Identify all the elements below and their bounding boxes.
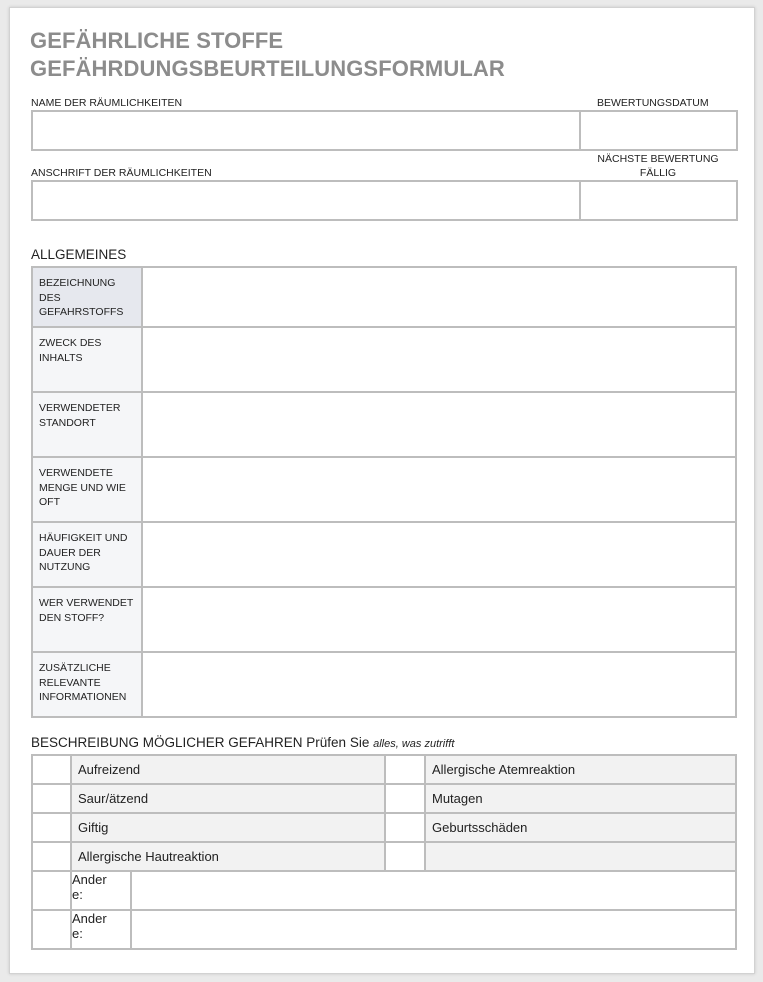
next-assessment-label: NÄCHSTE BEWERTUNG FÄLLIG: [597, 153, 719, 179]
row-label: BEZEICHNUNG DES GEFAHRSTOFFS: [32, 267, 142, 327]
row-value-field[interactable]: [142, 267, 736, 327]
table-row: [32, 327, 736, 392]
other-input[interactable]: [132, 911, 735, 948]
hazard-label: Allergische Atemreaktion: [425, 755, 736, 784]
hazard-checkbox[interactable]: [385, 755, 425, 784]
table-row: [32, 457, 736, 522]
hazard-checkbox[interactable]: [32, 784, 71, 813]
premises-address-label: ANSCHRIFT DER RÄUMLICHKEITEN: [31, 167, 212, 179]
hazard-checkbox[interactable]: [385, 784, 425, 813]
general-heading: ALLGEMEINES: [31, 247, 127, 262]
row-value-field[interactable]: [142, 327, 736, 392]
table-row: [32, 652, 736, 717]
hazard-checkbox[interactable]: [385, 813, 425, 842]
row-value-field[interactable]: [142, 457, 736, 522]
table-row: [32, 871, 736, 910]
other-label: Ander e:: [72, 911, 132, 948]
row-label: VERWENDETER STANDORT: [32, 392, 142, 457]
general-table: [31, 266, 737, 718]
form-title: GEFÄHRLICHE STOFFE GEFÄHRDUNGSBEURTEILUNGSFORMULAR: [30, 28, 505, 81]
hazard-label: Allergische Hautreaktion: [71, 842, 385, 871]
hazard-label: Geburtsschäden: [425, 813, 736, 842]
row-label: HÄUFIGKEIT UND DAUER DER NUTZUNG: [32, 522, 142, 587]
table-row: [32, 392, 736, 457]
table-row: [32, 813, 736, 842]
table-row: [32, 842, 736, 871]
hazard-checkbox[interactable]: [32, 813, 71, 842]
hazard-checkbox[interactable]: [385, 842, 425, 871]
row-label: ZUSÄTZLICHE RELEVANTE INFORMATIONEN: [32, 652, 142, 717]
hazard-checkbox[interactable]: [32, 842, 71, 871]
other-checkbox[interactable]: [32, 871, 71, 910]
row-value-field[interactable]: [142, 587, 736, 652]
hazards-table: [31, 754, 737, 950]
hazard-checkbox[interactable]: [32, 755, 71, 784]
table-row: [32, 267, 736, 327]
hazard-label: Aufreizend: [71, 755, 385, 784]
other-label: Ander e:: [72, 872, 132, 909]
premises-name-field[interactable]: [33, 112, 579, 149]
premises-name-box: [31, 110, 738, 151]
hazard-label: Mutagen: [425, 784, 736, 813]
premises-address-box: [31, 180, 738, 221]
hazard-empty-cell: [425, 842, 736, 871]
assessment-date-field[interactable]: [581, 112, 736, 149]
next-assessment-field[interactable]: [581, 182, 736, 219]
hazards-note: alles, was zutrifft: [373, 738, 455, 750]
table-row: [32, 910, 736, 949]
hazards-heading: BESCHREIBUNG MÖGLICHER GEFAHREN Prüfen Sie alles, was zutrifft: [31, 735, 455, 750]
table-row: [32, 587, 736, 652]
row-label: ZWECK DES INHALTS: [32, 327, 142, 392]
row-label: WER VERWENDET DEN STOFF?: [32, 587, 142, 652]
table-row: [32, 784, 736, 813]
hazard-label: Saur/ätzend: [71, 784, 385, 813]
row-value-field[interactable]: [142, 652, 736, 717]
premises-name-label: NAME DER RÄUMLICHKEITEN: [31, 97, 183, 109]
assessment-date-label: BEWERTUNGSDATUM: [597, 97, 709, 109]
row-label: VERWENDETE MENGE UND WIE OFT: [32, 457, 142, 522]
form-page: [9, 7, 755, 974]
table-row: [32, 755, 736, 784]
other-row: [71, 910, 736, 949]
premises-address-field[interactable]: [33, 182, 579, 219]
other-row: [71, 871, 736, 910]
table-row: [32, 522, 736, 587]
row-value-field[interactable]: [142, 522, 736, 587]
other-input[interactable]: [132, 872, 735, 909]
row-value-field[interactable]: [142, 392, 736, 457]
other-checkbox[interactable]: [32, 910, 71, 949]
hazard-label: Giftig: [71, 813, 385, 842]
